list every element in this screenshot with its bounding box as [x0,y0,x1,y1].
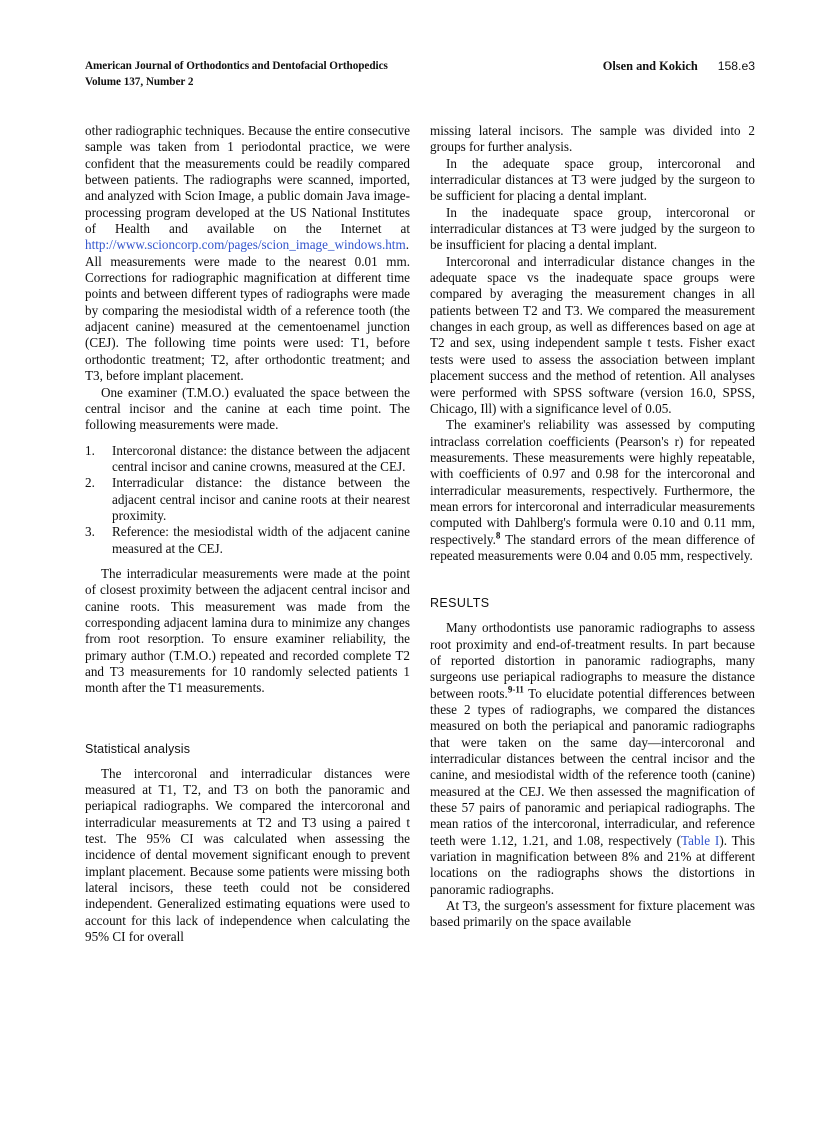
heading-results: RESULTS [430,596,490,611]
running-head-right [603,58,755,74]
paragraph-sample-groups: missing lateral incisors. The sample was divided into 2 groups for further analysis. [430,123,755,155]
paragraph-scion-image [85,123,410,385]
paragraph-adequate-space-group: In the adequate space group, intercoronal and interradicular distances at T3 were judged by the surgeon to be sufficient for placing a dental implant. [430,155,755,204]
journal-title: American Journal of Orthodontics and Dentofacial Orthopedics [85,60,388,72]
paragraph-text-pre-link: other radiographic techniques. Because the entire consecutive sample was taken from 1 periodontal practice, we were confident that the measurements could be readily compared between patients. The radiographs were scanned, imported, and analyzed with Scion Image, a public domain Java image-processing program developed at the US National Institutes of Health and available on the Internet at [85,123,410,237]
paragraph-examiner-reliability [430,417,755,564]
paragraph-text-b: To elucidate potential differences between these 2 types of radiographs, we compared the distances measured on both the periapical and panoramic radiographs that were taken on the same day—intercoronal and interradicular distances between the central incisor and the canine, and mesiodistal width of the reference tooth (canine) measured at the CEJ. We then assessed the magnification of these 57 pairs of panoramic and periapical radiographs. The mean ratios of the intercoronal, interradicular, and reference teeth were 1.12, 1.21, and 1.08, respectively ( [430,685,755,848]
measurements-list [85,443,410,557]
list-item-number: 3. [85,524,95,540]
paragraph-text-post-link: . All measurements were made to the nearest 0.01 mm. Corrections for radiographic magnification at different time points and between different types of radiographs were made by comparing the mesiodistal width of a reference tooth (the adjacent canine) measured at the cementoenamel junction (CEJ). The following time points were used: T1, before orthodontic treatment; T2, after orthodontic treatment; and T3, before implant placement. [85,237,410,384]
paragraph-statistical-methods: The intercoronal and interradicular distances were measured at T1, T2, and T3 on both the panoramic and periapical radiographs. We compared the intercoronal and interradicular measurements at T2 and T3 using a paired t test. The 95% CI was calculated when assessing the incidence of dental movement significant enough to prevent implant placement. Because some patients were missing both lateral incisors, these teeth could not be considered independent. Generalized estimating equations were used to account for this lack of independence when calculating the 95% CI for overall [85,765,410,945]
spacer [430,611,755,620]
reference-marker-8[interactable]: 8 [495,530,501,541]
paragraph-examiner-evaluation: One examiner (T.M.O.) evaluated the space between the central incisor and the canine at each time point. The following measurements were made. [85,384,410,433]
paragraph-text-c: ). This variation in magnification between 8% and 21% at different locations on the radiographs shows the distortions in panoramic radiographs. [430,832,755,897]
list-item-text: Interradicular distance: the distance between the adjacent central incisor and canine roots at their nearest proximity. [112,475,410,523]
paragraph-group-comparison: Intercoronal and interradicular distance changes in the adequate space vs the inadequate space groups were compared by averaging the measurement changes in all patients between T2 and T3. We compared the measurement changes in each group, as well as differences based on age at T2 and sex, using independent sample t tests. Fisher exact tests were used to assess the association between implant placement success and the method of retention. All analyses were performed with SPSS software (version 16.0, SPSS, Chicago, Ill) with a significance level of 0.05. [430,253,755,416]
list-item [85,475,410,524]
paragraph-inadequate-space-group: In the inadequate space group, intercoronal or interradicular distances at T3 were judged by the surgeon to be insufficient for placing a dental implant. [430,204,755,253]
spacer [430,564,755,595]
running-head [85,58,755,92]
spacer [85,757,410,766]
heading-statistical-analysis: Statistical analysis [85,741,191,756]
spacer [85,434,410,443]
spacer [85,697,410,741]
list-item-number: 1. [85,442,95,458]
page-number: 158.e3 [717,59,755,73]
scioncorp-url-link[interactable]: http://www.scioncorp.com/pages/scion_image_windows.htm [85,237,406,253]
list-item-text: Reference: the mesiodistal width of the adjacent canine measured at the CEJ. [112,524,410,556]
body-columns [85,123,755,1063]
list-item [85,524,410,557]
list-item-text: Intercoronal distance: the distance between the adjacent central incisor and canine crowns, measured at the CEJ. [112,442,410,474]
paragraph-surgeon-assessment: At T3, the surgeon's assessment for fixture placement was based primarily on the space available [430,898,755,930]
right-column [430,123,755,931]
table-1-link[interactable]: Table I [681,832,720,848]
paragraph-interradicular-method: The interradicular measurements were made at the point of closest proximity between the adjacent central incisor and canine roots. This measurement was made from the corresponding adjacent lamina dura to minimize any changes from root resorption. To ensure examiner reliability, the primary author (T.M.O.) repeated and recorded complete T2 and T3 measurements for 10 randomly selected patients 1 month after the T1 measurements. [85,565,410,696]
paragraph-radiograph-comparison [430,620,755,898]
list-item [85,443,410,476]
spacer [85,557,410,566]
list-item-number: 2. [85,475,95,491]
paragraph-text-a: Many orthodontists use panoramic radiographs to assess root proximity and end-of-treatment results. In part because of reported distortion in panoramic radiographs, many surgeons use periapical radiographs to measure the distance between roots. [430,620,755,701]
reference-marker-9-11[interactable]: 9-11 [507,684,524,695]
journal-volume-issue: Volume 137, Number 2 [85,76,194,88]
author-names: Olsen and Kokich [602,59,698,73]
journal-title-block [85,58,388,90]
left-column [85,123,410,945]
paragraph-text-b: The standard errors of the mean difference of repeated measurements were 0.04 and 0.05 mm, respectively. [430,531,755,563]
paragraph-text-a: The examiner's reliability was assessed by computing intraclass correlation coefficients (Pearson's r) for repeated measurements. These measurements were highly repeatable, with coefficients of 0.97 and 0.98 for the intercoronal and interradicular measurements, respectively. Furthermore, the mean errors for intercoronal and interradicular measurements computed with Dahlberg's formula were 0.10 and 0.11 mm, respectively. [430,417,755,547]
